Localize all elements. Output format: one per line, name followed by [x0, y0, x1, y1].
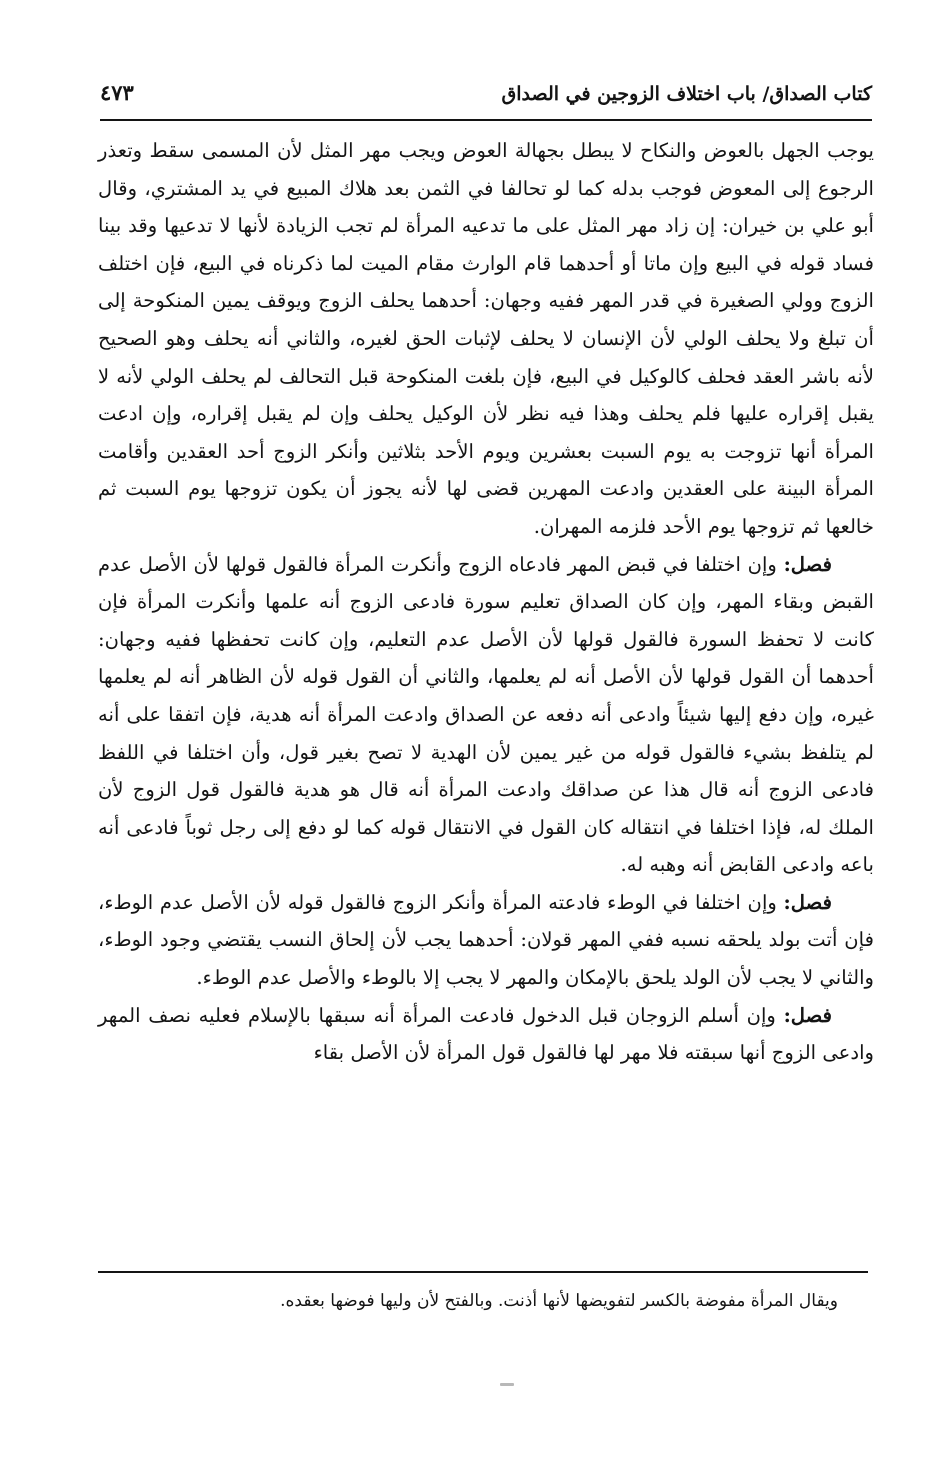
- paragraph-text: وإن أسلم الزوجان قبل الدخول فادعت المرأة أنه سبقها بالإسلام فعليه نصف المهر وادعى الزوج أنها سبقته فلا مهر لها فالقول قول المرأة لأن الأصل بقاء: [98, 1003, 874, 1065]
- paragraph: يوجب الجهل بالعوض والنكاح لا يبطل بجهالة العوض ويجب مهر المثل لأن المسمى سقط وتعذر الرجوع إلى المعوض فوجب بدله كما لو تحالفا في الثمن بعد هلاك المبيع في يد المشتري، وقال أبو علي بن خيران: إن زاد مهر المثل على ما تدعيه المرأة لم تجب الزيادة لأنها لا تدعيها وقد بينا فساد قوله في البيع وإن ماتا أو أحدهما قام الوارث مقام الميت لما ذكرناه في البيع، فإن اختلف الزوج وولي الصغيرة في قدر المهر ففيه وجهان: أحدهما يحلف الزوج ويوقف يمين المنكوحة إلى أن تبلغ ولا يحلف الولي لأن الإنسان لا يحلف لإثبات الحق لغيره، والثاني أنه يحلف وهو الصحيح لأنه باشر العقد فحلف كالوكيل في البيع، فإن بلغت المنكوحة قبل التحالف لم يحلف الولي لأنه لا يقبل إقراره عليها فلم يحلف وهذا فيه نظر لأن الوكيل يحلف وإن لم يقبل إقراره، وإن ادعت المرأة أنها تزوجت به يوم السبت بعشرين ويوم الأحد بثلاثين وأنكر الزوج أحد العقدين وأقامت المرأة البينة على العقدين وادعت المهرين قضى لها لأنه يجوز أن يكون تزوجها يوم السبت ثم خالعها ثم تزوجها يوم الأحد فلزمه المهران.: [98, 139, 874, 538]
- section-paragraph: [98, 546, 874, 884]
- header-rule: [100, 119, 872, 121]
- section-label: فصل:: [783, 1003, 832, 1027]
- paragraph-text: وإن اختلفا في قبض المهر فادعاه الزوج وأنكرت المرأة فالقول قولها لأن الأصل عدم القبض وبقاء المهر، وإن كان الصداق تعليم سورة فادعى الزوج أنه علمها وأنكرت المرأة فإن كانت لا تحفظ السورة فالقول قولها لأن الأصل عدم التعليم، وإن كانت تحفظها ففيه وجهان: أحدهما أن القول قولها لأن الأصل أنه لم يعلمها، والثاني أن القول قوله لأن الظاهر أنه لم يعلمها غيره، وإن دفع إليها شيئاً وادعى أنه دفعه عن الصداق وادعت المرأة أنه هدية، فإن اتفقا على أنه لم يتلفظ بشيء فالقول قوله من غير يمين لأن الهدية لا تصح بغير قول، وأن اختلفا في اللفظ فادعى الزوج أنه قال هذا عن صداقك وادعت المرأة أنه قال هو هدية فالقول قول الزوج لأن الملك له، فإذا اختلفا في انتقاله كان القول في الانتقال قوله كما لو دفع إلى رجل ثوباً فادعى أنه باعه وادعى القابض أنه وهبه له.: [98, 552, 874, 877]
- running-title: كتاب الصداق/ باب اختلاف الزوجين في الصداق: [501, 83, 872, 105]
- footnote-rule: [98, 1271, 868, 1273]
- scan-mark: [500, 1383, 514, 1386]
- page-header: [100, 80, 872, 110]
- section-label: فصل:: [783, 890, 832, 914]
- page-number: ٤٧٣: [100, 80, 134, 105]
- footnote: ويقال المرأة مفوضة بالكسر لتفويضها لأنها أذنت. وبالفتح لأن وليها فوضها بعقده.: [280, 1291, 838, 1311]
- paragraph-text: وإن اختلفا في الوطء فادعته المرأة وأنكر الزوج فالقول قوله لأن الأصل عدم الوطء، فإن أتت بولد يلحقه نسبه ففي المهر قولان: أحدهما يجب لأن إلحاق النسب يقتضي وجود الوطء، والثاني لا يجب لأن الولد يلحق بالإمكان والمهر لا يجب إلا بالوطء والأصل عدم الوطء.: [98, 890, 874, 990]
- section-paragraph: [98, 884, 874, 997]
- section-paragraph: [98, 997, 874, 1072]
- main-text: [98, 132, 874, 1072]
- section-label: فصل:: [783, 552, 832, 576]
